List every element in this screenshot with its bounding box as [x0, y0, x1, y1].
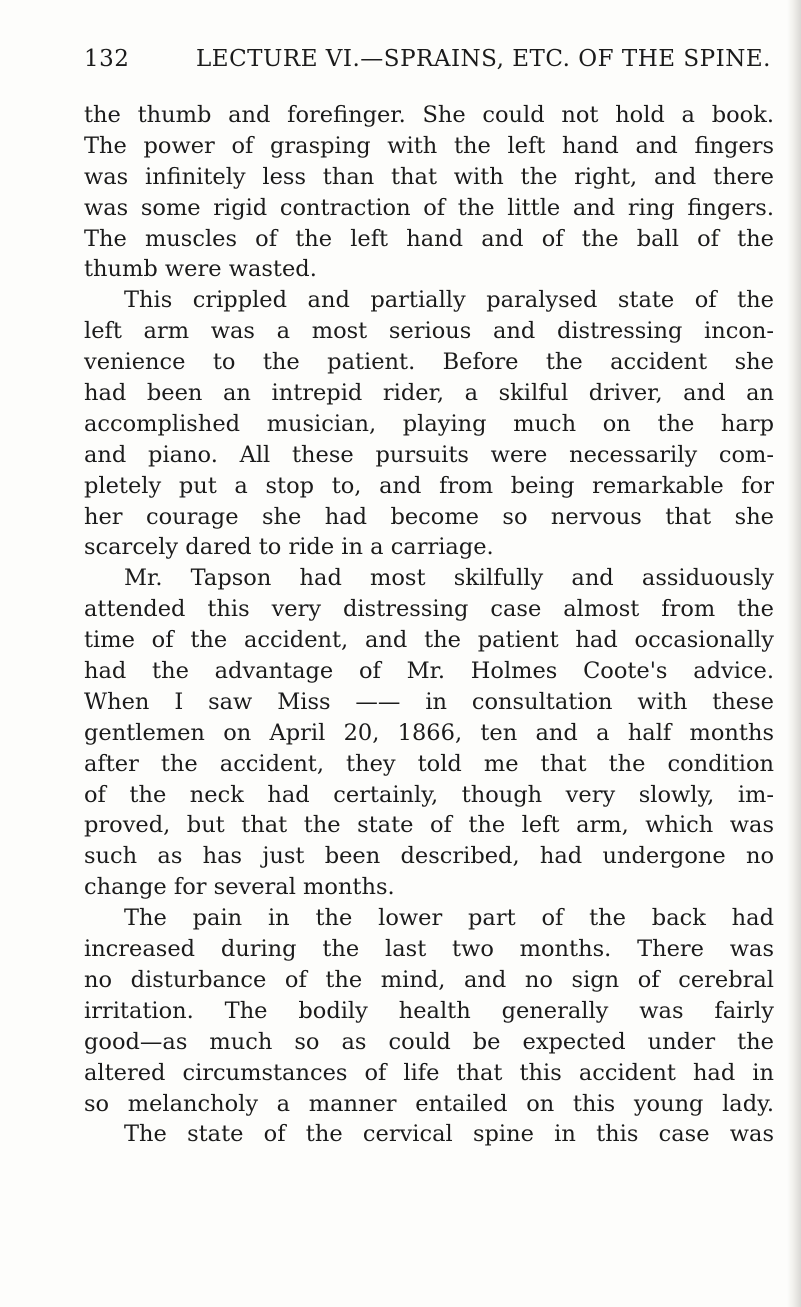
text-line: time of the accident, and the patient had occasionally [84, 627, 774, 654]
text-line: The muscles of the left hand and of the ball of the [84, 225, 774, 252]
text-line: altered circumstances of life that this accident had in [84, 1059, 774, 1086]
running-head: LECTURE VI.—SPRAINS, ETC. OF THE SPINE. [196, 46, 771, 72]
text-line: no disturbance of the mind, and no sign of cerebral [84, 966, 774, 993]
page-edge-shadow [787, 0, 801, 1307]
text-line: change for several months. [84, 874, 395, 901]
text-line: her courage she had become so nervous that she [84, 503, 774, 530]
text-line: thumb were wasted. [84, 256, 317, 283]
text-line: irritation. The bodily health generally was fairly [84, 997, 774, 1024]
text-line: venience to the patient. Before the accident she [84, 349, 774, 376]
text-line: Mr. Tapson had most skilfully and assiduously [124, 565, 774, 592]
text-line: gentlemen on April 20, 1866, ten and a half months [84, 719, 774, 746]
text-line: When I saw Miss —— in consultation with these [84, 688, 774, 715]
text-line: was some rigid contraction of the little and ring fingers. [84, 194, 774, 221]
page-number: 132 [84, 46, 130, 72]
text-line: and piano. All these pursuits were necessarily com- [84, 441, 774, 468]
text-line: after the accident, they told me that the condition [84, 750, 774, 777]
text-line: such as has just been described, had undergone no [84, 843, 774, 870]
text-line: of the neck had certainly, though very slowly, im- [84, 781, 774, 808]
text-line: proved, but that the state of the left arm, which was [84, 812, 774, 839]
page-header [84, 46, 774, 80]
text-line: scarcely dared to ride in a carriage. [84, 534, 494, 561]
text-line: attended this very distressing case almost from the [84, 596, 774, 623]
text-line: was infinitely less than that with the right, and there [84, 163, 774, 190]
text-line: good—as much so as could be expected under the [84, 1028, 774, 1055]
text-line: The state of the cervical spine in this case was [124, 1121, 774, 1148]
body-text [84, 100, 774, 1150]
text-line: increased during the last two months. There was [84, 936, 774, 963]
text-line: so melancholy a manner entailed on this young lady. [84, 1090, 774, 1117]
text-line: accomplished musician, playing much on the harp [84, 410, 774, 437]
text-line: This crippled and partially paralysed state of the [124, 287, 774, 314]
text-line: had been an intrepid rider, a skilful driver, and an [84, 380, 774, 407]
text-line: left arm was a most serious and distressing incon- [84, 318, 774, 345]
text-line: had the advantage of Mr. Holmes Coote's advice. [84, 658, 774, 685]
text-line: The pain in the lower part of the back had [124, 905, 774, 932]
text-line: The power of grasping with the left hand and fingers [84, 132, 774, 159]
text-line: the thumb and forefinger. She could not hold a book. [84, 102, 774, 128]
text-line: pletely put a stop to, and from being remarkable for [84, 472, 774, 499]
